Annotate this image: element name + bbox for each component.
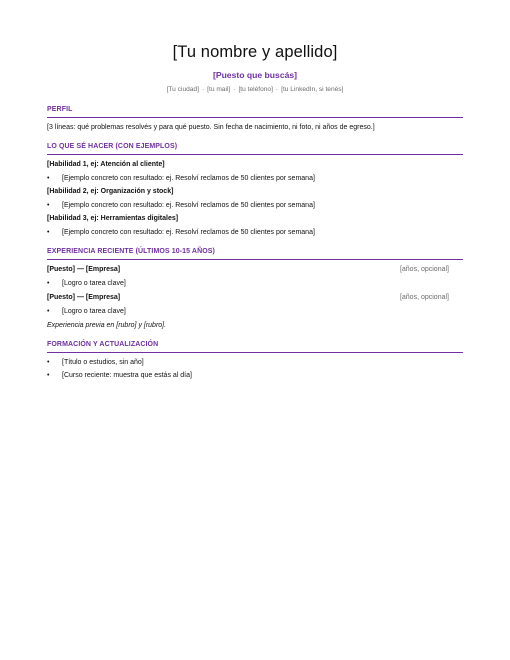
bullet-icon: • — [47, 308, 50, 315]
job-position[interactable]: [Puesto] — [Empresa] — [47, 294, 121, 301]
candidate-name[interactable]: [Tu nombre y apellido] — [172, 43, 338, 61]
contact-separator: · — [201, 86, 205, 93]
contact-separator: · — [233, 86, 236, 93]
bullet-icon: • — [47, 175, 50, 182]
skill-example-text: [Ejemplo concreto con resultado: ej. Resolví reclamos de 50 clientes por semana] — [62, 175, 315, 182]
education-item[interactable] — [47, 358, 463, 367]
section-title-education: FORMACIÓN Y ACTUALIZACIÓN — [47, 340, 463, 353]
skill-name[interactable]: [Habilidad 3, ej: Herramientas digitales] — [47, 215, 179, 222]
contact-line — [47, 85, 463, 94]
skill-example-text: [Ejemplo concreto con resultado: ej. Resolví reclamos de 50 clientes por semana] — [62, 202, 315, 209]
section-title-profile: PERFIL — [47, 105, 463, 118]
contact-separator: · — [275, 86, 279, 93]
skill-name[interactable]: [Habilidad 2, ej: Organización y stock] — [47, 188, 174, 195]
profile-text[interactable]: [3 líneas: qué problemas resolvés y para qué puesto. Sin fecha de nacimiento, ni foto, ni años de egreso.] — [47, 124, 375, 131]
previous-experience[interactable]: Experiencia previa en [rubro] y [rubro]. — [47, 322, 167, 329]
job-achievement-text: [Logro o tarea clave] — [62, 280, 126, 287]
job-header — [47, 293, 463, 302]
skill-example[interactable] — [47, 201, 463, 210]
job-header — [47, 265, 463, 274]
skill-example[interactable] — [47, 228, 463, 237]
skill-example[interactable] — [47, 174, 463, 183]
target-role[interactable]: [Puesto que buscás] — [212, 70, 298, 80]
job-achievement[interactable] — [47, 307, 463, 316]
job-position[interactable]: [Puesto] — [Empresa] — [47, 266, 121, 273]
contact-email[interactable]: [tu mail] — [207, 86, 231, 93]
bullet-icon: • — [47, 372, 50, 379]
skill-example-text: [Ejemplo concreto con resultado: ej. Resolví reclamos de 50 clientes por semana] — [62, 229, 315, 236]
job-years[interactable]: [años, opcional] — [399, 294, 449, 301]
section-title-skills: LO QUE SÉ HACER (CON EJEMPLOS) — [47, 142, 463, 155]
job-years[interactable]: [años, opcional] — [399, 266, 449, 273]
job-achievement-text: [Logro o tarea clave] — [62, 308, 126, 315]
contact-phone[interactable]: [tu teléfono] — [238, 86, 273, 93]
education-item-text: [Título o estudios, sin año] — [62, 359, 144, 366]
bullet-icon: • — [47, 280, 50, 287]
job-achievement[interactable] — [47, 279, 463, 288]
contact-city[interactable]: [Tu ciudad] — [166, 86, 199, 93]
bullet-icon: • — [47, 359, 50, 366]
contact-linkedin[interactable]: [tu LinkedIn, si tenés] — [281, 86, 344, 93]
bullet-icon: • — [47, 229, 50, 236]
education-item-text: [Curso reciente: muestra que estás al día] — [62, 372, 192, 379]
bullet-icon: • — [47, 202, 50, 209]
education-item[interactable] — [47, 371, 463, 380]
section-title-experience: EXPERIENCIA RECIENTE (ÚLTIMOS 10-15 AÑOS) — [47, 247, 463, 260]
skill-name[interactable]: [Habilidad 1, ej: Atención al cliente] — [47, 161, 165, 168]
